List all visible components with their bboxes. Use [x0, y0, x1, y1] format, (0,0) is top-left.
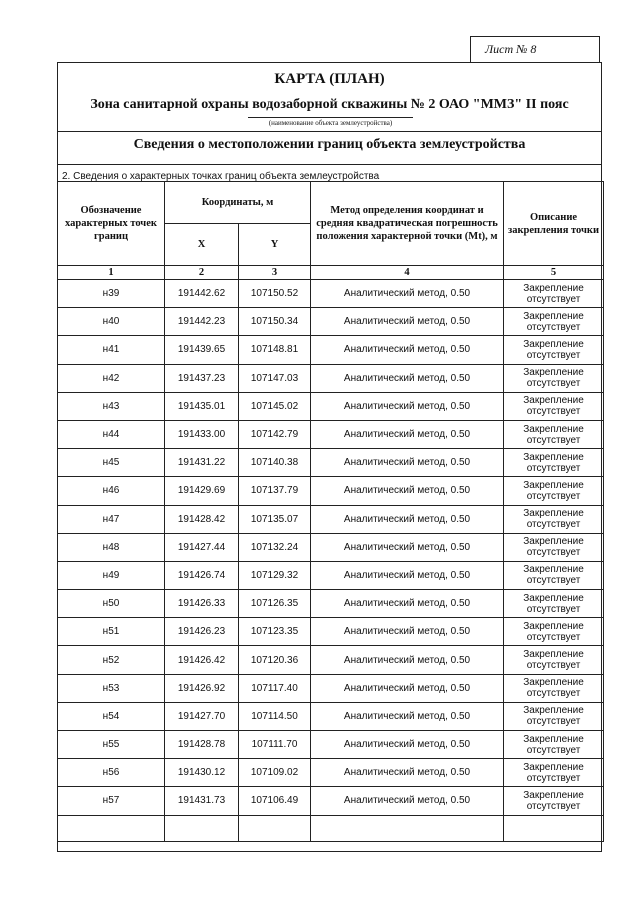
description-cell: Закрепление отсутствует: [504, 336, 604, 364]
table-row: [58, 477, 604, 505]
coord-x: 191431.73: [165, 787, 239, 815]
coord-x: 191435.01: [165, 392, 239, 420]
method-cell: Аналитический метод, 0.50: [311, 561, 504, 589]
table-row: [58, 308, 604, 336]
coord-x: 191437.23: [165, 364, 239, 392]
point-id: н48: [58, 533, 165, 561]
description-cell: Закрепление отсутствует: [504, 731, 604, 759]
coord-y: 107140.38: [239, 449, 311, 477]
table-row: [58, 674, 604, 702]
coord-y: 107123.35: [239, 618, 311, 646]
description-cell: Закрепление отсутствует: [504, 787, 604, 815]
table-row: [58, 618, 604, 646]
description-cell: Закрепление отсутствует: [504, 449, 604, 477]
table-row: [58, 364, 604, 392]
coord-y: 107132.24: [239, 533, 311, 561]
coord-x: 191442.62: [165, 280, 239, 308]
col-number: 5: [504, 266, 604, 280]
point-id: н45: [58, 449, 165, 477]
divider: [58, 131, 601, 132]
description-cell: Закрепление отсутствует: [504, 646, 604, 674]
method-cell: Аналитический метод, 0.50: [311, 505, 504, 533]
method-cell: Аналитический метод, 0.50: [311, 702, 504, 730]
coord-x: 191426.92: [165, 674, 239, 702]
divider: [58, 164, 601, 165]
point-id: н50: [58, 590, 165, 618]
coord-x: 191426.42: [165, 646, 239, 674]
description-cell: Закрепление отсутствует: [504, 420, 604, 448]
col-y: Y: [239, 224, 311, 266]
point-id: н49: [58, 561, 165, 589]
table-row: [58, 392, 604, 420]
method-cell: Аналитический метод, 0.50: [311, 364, 504, 392]
coord-x: 191427.44: [165, 533, 239, 561]
coord-y: 107148.81: [239, 336, 311, 364]
col-designation: Обозначение характерных точек границ: [58, 182, 165, 266]
coord-y: 107150.34: [239, 308, 311, 336]
method-cell: Аналитический метод, 0.50: [311, 590, 504, 618]
table-row: [58, 561, 604, 589]
coord-y: 107129.32: [239, 561, 311, 589]
coord-y: 107137.79: [239, 477, 311, 505]
coord-x: 191426.33: [165, 590, 239, 618]
coord-y: 107114.50: [239, 702, 311, 730]
coord-x: 191428.42: [165, 505, 239, 533]
method-cell: Аналитический метод, 0.50: [311, 533, 504, 561]
empty-cell: [165, 815, 239, 841]
table-row: [58, 787, 604, 815]
table-row: [58, 420, 604, 448]
coord-x: 191431.22: [165, 449, 239, 477]
point-id: н54: [58, 702, 165, 730]
method-cell: Аналитический метод, 0.50: [311, 674, 504, 702]
table-row: [58, 505, 604, 533]
document-title: КАРТА (ПЛАН): [274, 71, 385, 87]
table-row: [58, 759, 604, 787]
table-row: [58, 280, 604, 308]
coord-x: 191429.69: [165, 477, 239, 505]
coord-y: 107147.03: [239, 364, 311, 392]
point-id: н55: [58, 731, 165, 759]
col-x: X: [165, 224, 239, 266]
description-cell: Закрепление отсутствует: [504, 561, 604, 589]
section-subtitle: 2. Сведения о характерных точках границ объекта землеустройства: [62, 171, 380, 182]
col-method: Метод определения координат и средняя квадратическая погрешность положения характерной точки (Mt), м: [311, 182, 504, 266]
description-cell: Закрепление отсутствует: [504, 759, 604, 787]
col-coords: Координаты, м: [165, 182, 311, 224]
coord-x: 191427.70: [165, 702, 239, 730]
method-cell: Аналитический метод, 0.50: [311, 392, 504, 420]
point-id: н52: [58, 646, 165, 674]
point-id: н44: [58, 420, 165, 448]
point-id: н56: [58, 759, 165, 787]
coord-y: 107135.07: [239, 505, 311, 533]
coord-y: 107126.35: [239, 590, 311, 618]
table-row: [58, 646, 604, 674]
table-row: [58, 336, 604, 364]
table-row: [58, 590, 604, 618]
coord-x: 191426.74: [165, 561, 239, 589]
col-desc: Описание закрепления точки: [504, 182, 604, 266]
coord-x: 191426.23: [165, 618, 239, 646]
method-cell: Аналитический метод, 0.50: [311, 731, 504, 759]
col-number: 4: [311, 266, 504, 280]
coord-x: 191442.23: [165, 308, 239, 336]
point-id: н53: [58, 674, 165, 702]
coord-x: 191439.65: [165, 336, 239, 364]
table-row: [58, 533, 604, 561]
point-id: н40: [58, 308, 165, 336]
coord-y: 107109.02: [239, 759, 311, 787]
method-cell: Аналитический метод, 0.50: [311, 280, 504, 308]
empty-cell: [311, 815, 504, 841]
description-cell: Закрепление отсутствует: [504, 674, 604, 702]
document-frame: [57, 62, 602, 852]
method-cell: Аналитический метод, 0.50: [311, 308, 504, 336]
point-id: н39: [58, 280, 165, 308]
description-cell: Закрепление отсутствует: [504, 477, 604, 505]
coord-y: 107142.79: [239, 420, 311, 448]
description-cell: Закрепление отсутствует: [504, 280, 604, 308]
method-cell: Аналитический метод, 0.50: [311, 618, 504, 646]
col-number: 1: [58, 266, 165, 280]
method-cell: Аналитический метод, 0.50: [311, 477, 504, 505]
point-id: н41: [58, 336, 165, 364]
empty-cell: [58, 815, 165, 841]
sheet-number: Лист № 8: [470, 36, 600, 62]
point-id: н46: [58, 477, 165, 505]
empty-cell: [504, 815, 604, 841]
description-cell: Закрепление отсутствует: [504, 308, 604, 336]
method-cell: Аналитический метод, 0.50: [311, 449, 504, 477]
point-id: н47: [58, 505, 165, 533]
point-id: н51: [58, 618, 165, 646]
description-cell: Закрепление отсутствует: [504, 392, 604, 420]
coord-y: 107111.70: [239, 731, 311, 759]
col-number: 3: [239, 266, 311, 280]
description-cell: Закрепление отсутствует: [504, 505, 604, 533]
method-cell: Аналитический метод, 0.50: [311, 759, 504, 787]
method-cell: Аналитический метод, 0.50: [311, 336, 504, 364]
point-id: н57: [58, 787, 165, 815]
method-cell: Аналитический метод, 0.50: [311, 787, 504, 815]
table-row: [58, 731, 604, 759]
method-cell: Аналитический метод, 0.50: [311, 420, 504, 448]
coord-y: 107117.40: [239, 674, 311, 702]
table-row: [58, 702, 604, 730]
coord-y: 107150.52: [239, 280, 311, 308]
table-row: [58, 449, 604, 477]
description-cell: Закрепление отсутствует: [504, 364, 604, 392]
coord-y: 107145.02: [239, 392, 311, 420]
point-id: н43: [58, 392, 165, 420]
document-subtitle: Зона санитарной охраны водозаборной скважины № 2 ОАО "ММЗ" II пояс: [90, 97, 569, 112]
points-table: [57, 181, 604, 842]
coord-y: 107120.36: [239, 646, 311, 674]
coord-x: 191430.12: [165, 759, 239, 787]
coord-x: 191428.78: [165, 731, 239, 759]
description-cell: Закрепление отсутствует: [504, 533, 604, 561]
section-title: Сведения о местоположении границ объекта землеустройства: [133, 137, 526, 152]
point-id: н42: [58, 364, 165, 392]
method-cell: Аналитический метод, 0.50: [311, 646, 504, 674]
description-cell: Закрепление отсутствует: [504, 590, 604, 618]
description-cell: Закрепление отсутствует: [504, 618, 604, 646]
empty-cell: [239, 815, 311, 841]
col-number: 2: [165, 266, 239, 280]
object-caption: (наименование объекта землеустройства): [248, 117, 413, 127]
coord-x: 191433.00: [165, 420, 239, 448]
coord-y: 107106.49: [239, 787, 311, 815]
description-cell: Закрепление отсутствует: [504, 702, 604, 730]
